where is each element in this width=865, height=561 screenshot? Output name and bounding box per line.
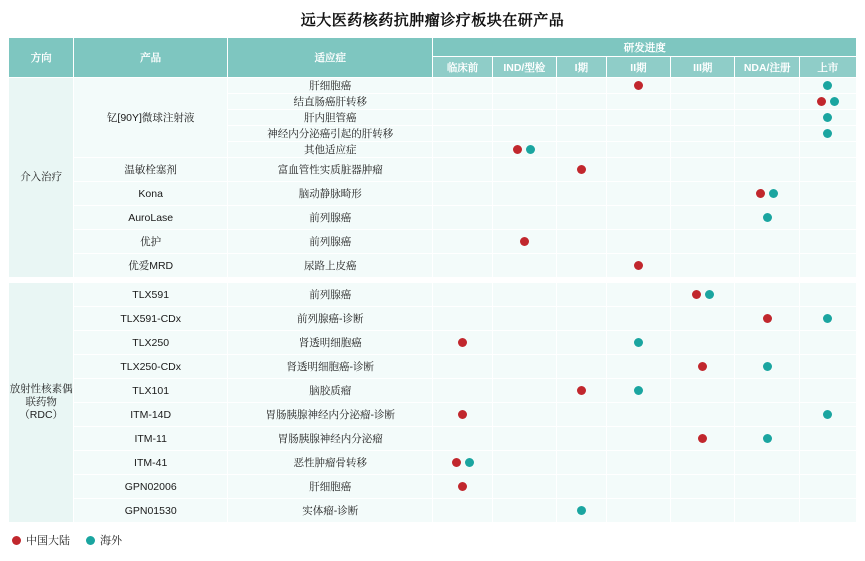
progress-cell <box>799 403 856 427</box>
table-row <box>9 355 857 379</box>
table-row <box>9 451 857 475</box>
progress-cell <box>671 110 735 126</box>
indication-cell: 其他适应症 <box>227 142 433 158</box>
progress-cell <box>671 451 735 475</box>
progress-cell <box>433 230 492 254</box>
progress-cell <box>735 142 799 158</box>
product-cell: GPN01530 <box>74 499 228 523</box>
progress-cell <box>735 254 799 278</box>
progress-cell <box>799 254 856 278</box>
progress-cell <box>433 78 492 94</box>
table-row <box>9 254 857 278</box>
progress-cell <box>492 427 556 451</box>
progress-cell <box>433 182 492 206</box>
progress-cell <box>735 158 799 182</box>
product-cell: 钇[90Y]微球注射液 <box>74 78 228 158</box>
progress-cell <box>671 499 735 523</box>
progress-cell <box>606 126 670 142</box>
progress-cell <box>671 206 735 230</box>
progress-cell <box>606 475 670 499</box>
indication-cell: 肝细胞癌 <box>227 475 433 499</box>
progress-cell <box>433 283 492 307</box>
progress-cell <box>492 94 556 110</box>
marker-overseas-icon <box>823 113 832 122</box>
product-cell: 温敏栓塞剂 <box>74 158 228 182</box>
progress-cell <box>492 158 556 182</box>
marker-overseas-icon <box>763 434 772 443</box>
legend-item-china <box>12 532 70 548</box>
table-row <box>9 158 857 182</box>
progress-cell <box>671 126 735 142</box>
progress-cell <box>799 283 856 307</box>
table-row <box>9 307 857 331</box>
progress-cell <box>671 403 735 427</box>
marker-overseas-icon <box>823 314 832 323</box>
progress-cell <box>606 355 670 379</box>
table-row <box>9 206 857 230</box>
indication-cell: 肾透明细胞癌 <box>227 331 433 355</box>
indication-cell: 结直肠癌肝转移 <box>227 94 433 110</box>
product-cell: 优护 <box>74 230 228 254</box>
progress-cell <box>606 182 670 206</box>
progress-cell <box>433 499 492 523</box>
marker-overseas-icon <box>705 290 714 299</box>
marker-china-icon <box>520 237 529 246</box>
progress-cell <box>606 230 670 254</box>
progress-cell <box>556 451 606 475</box>
progress-cell <box>735 355 799 379</box>
progress-cell <box>735 230 799 254</box>
progress-cell <box>492 110 556 126</box>
indication-cell: 胃肠胰腺神经内分泌瘤 <box>227 427 433 451</box>
indication-cell: 富血管性实质脏器肿瘤 <box>227 158 433 182</box>
progress-cell <box>799 355 856 379</box>
progress-cell <box>799 158 856 182</box>
progress-cell <box>606 94 670 110</box>
progress-cell <box>492 206 556 230</box>
progress-cell <box>492 451 556 475</box>
progress-cell <box>492 475 556 499</box>
header-stage-4: III期 <box>671 57 735 78</box>
progress-cell <box>556 94 606 110</box>
progress-cell <box>671 283 735 307</box>
progress-cell <box>433 158 492 182</box>
progress-cell <box>799 379 856 403</box>
progress-cell <box>799 451 856 475</box>
marker-china-icon <box>698 434 707 443</box>
progress-cell <box>671 355 735 379</box>
progress-cell <box>492 355 556 379</box>
marker-overseas-icon <box>526 145 535 154</box>
indication-cell: 肝细胞癌 <box>227 78 433 94</box>
progress-cell <box>492 230 556 254</box>
progress-cell <box>492 254 556 278</box>
product-cell: ITM-14D <box>74 403 228 427</box>
product-cell: TLX101 <box>74 379 228 403</box>
legend-label-china: 中国大陆 <box>26 535 70 547</box>
marker-overseas-icon <box>763 213 772 222</box>
marker-overseas-icon <box>763 362 772 371</box>
progress-cell <box>735 78 799 94</box>
progress-cell <box>671 254 735 278</box>
table-row <box>9 379 857 403</box>
marker-china-icon <box>634 81 643 90</box>
marker-china-icon <box>458 410 467 419</box>
progress-cell <box>606 142 670 158</box>
progress-cell <box>606 499 670 523</box>
progress-cell <box>556 379 606 403</box>
progress-cell <box>556 499 606 523</box>
progress-cell <box>492 182 556 206</box>
table-row <box>9 78 857 94</box>
progress-cell <box>606 206 670 230</box>
progress-cell <box>492 403 556 427</box>
marker-overseas-icon <box>823 81 832 90</box>
progress-cell <box>606 283 670 307</box>
marker-china-icon <box>513 145 522 154</box>
progress-cell <box>606 158 670 182</box>
marker-overseas-icon <box>465 458 474 467</box>
progress-cell <box>556 403 606 427</box>
header-stage-3: II期 <box>606 57 670 78</box>
table-row <box>9 427 857 451</box>
header-stage-5: NDA/注册 <box>735 57 799 78</box>
legend-item-overseas <box>86 532 122 548</box>
progress-cell <box>556 254 606 278</box>
progress-cell <box>671 427 735 451</box>
progress-cell <box>735 403 799 427</box>
progress-cell <box>433 110 492 126</box>
marker-china-icon <box>763 314 772 323</box>
product-cell: TLX250 <box>74 331 228 355</box>
progress-cell <box>556 283 606 307</box>
indication-cell: 胃肠胰腺神经内分泌瘤-诊断 <box>227 403 433 427</box>
progress-cell <box>735 499 799 523</box>
progress-cell <box>556 126 606 142</box>
header-stage-0: 临床前 <box>433 57 492 78</box>
product-cell: TLX250-CDx <box>74 355 228 379</box>
progress-cell <box>433 254 492 278</box>
legend-dot-overseas-icon <box>86 536 95 545</box>
progress-cell <box>556 331 606 355</box>
marker-china-icon <box>452 458 461 467</box>
indication-cell: 前列腺癌-诊断 <box>227 307 433 331</box>
product-cell: 优爱MRD <box>74 254 228 278</box>
indication-cell: 实体瘤-诊断 <box>227 499 433 523</box>
marker-china-icon <box>634 261 643 270</box>
progress-cell <box>735 331 799 355</box>
page-title: 远大医药核药抗肿瘤诊疗板块在研产品 <box>300 12 565 29</box>
progress-cell <box>556 307 606 331</box>
progress-cell <box>799 475 856 499</box>
progress-cell <box>556 182 606 206</box>
table-row <box>9 182 857 206</box>
progress-cell <box>735 206 799 230</box>
table-row <box>9 499 857 523</box>
progress-cell <box>671 158 735 182</box>
indication-cell: 前列腺癌 <box>227 283 433 307</box>
progress-cell <box>799 142 856 158</box>
progress-cell <box>735 182 799 206</box>
product-cell: GPN02006 <box>74 475 228 499</box>
table-header <box>9 38 857 78</box>
progress-cell <box>671 475 735 499</box>
progress-cell <box>606 403 670 427</box>
progress-cell <box>556 427 606 451</box>
marker-china-icon <box>756 189 765 198</box>
marker-overseas-icon <box>577 506 586 515</box>
progress-cell <box>433 379 492 403</box>
table-row <box>9 403 857 427</box>
progress-cell <box>799 182 856 206</box>
progress-cell <box>433 355 492 379</box>
progress-cell <box>433 94 492 110</box>
product-cell: ITM-41 <box>74 451 228 475</box>
progress-cell <box>492 142 556 158</box>
progress-cell <box>433 142 492 158</box>
progress-cell <box>606 307 670 331</box>
marker-overseas-icon <box>634 386 643 395</box>
progress-cell <box>671 78 735 94</box>
indication-cell: 前列腺癌 <box>227 206 433 230</box>
table-row <box>9 230 857 254</box>
marker-overseas-icon <box>830 97 839 106</box>
progress-cell <box>735 307 799 331</box>
table-row <box>9 475 857 499</box>
indication-cell: 脑动静脉畸形 <box>227 182 433 206</box>
progress-cell <box>671 94 735 110</box>
progress-cell <box>492 499 556 523</box>
progress-cell <box>606 254 670 278</box>
progress-cell <box>433 331 492 355</box>
progress-cell <box>671 230 735 254</box>
header-indication: 适应症 <box>227 38 433 78</box>
progress-cell <box>799 78 856 94</box>
progress-cell <box>799 427 856 451</box>
marker-china-icon <box>577 165 586 174</box>
progress-cell <box>492 307 556 331</box>
marker-china-icon <box>817 97 826 106</box>
progress-cell <box>433 475 492 499</box>
progress-cell <box>606 451 670 475</box>
progress-cell <box>556 475 606 499</box>
progress-cell <box>735 94 799 110</box>
progress-cell <box>606 110 670 126</box>
progress-cell <box>735 475 799 499</box>
progress-cell <box>492 283 556 307</box>
progress-cell <box>556 110 606 126</box>
progress-cell <box>606 331 670 355</box>
progress-cell <box>671 142 735 158</box>
indication-cell: 前列腺癌 <box>227 230 433 254</box>
progress-cell <box>556 206 606 230</box>
legend-dot-china-icon <box>12 536 21 545</box>
header-direction: 方向 <box>9 38 74 78</box>
indication-cell: 恶性肿瘤骨转移 <box>227 451 433 475</box>
marker-china-icon <box>698 362 707 371</box>
progress-cell <box>735 451 799 475</box>
progress-cell <box>671 307 735 331</box>
progress-cell <box>433 126 492 142</box>
product-cell: AuroLase <box>74 206 228 230</box>
progress-cell <box>433 206 492 230</box>
table-row <box>9 283 857 307</box>
progress-cell <box>671 331 735 355</box>
progress-cell <box>799 94 856 110</box>
product-cell: TLX591-CDx <box>74 307 228 331</box>
progress-cell <box>433 427 492 451</box>
direction-cell: 介入治疗 <box>9 78 74 278</box>
indication-cell: 尿路上皮癌 <box>227 254 433 278</box>
table-body <box>9 78 857 523</box>
indication-cell: 神经内分泌癌引起的肝转移 <box>227 126 433 142</box>
header-stage-2: I期 <box>556 57 606 78</box>
progress-cell <box>735 126 799 142</box>
marker-overseas-icon <box>769 189 778 198</box>
progress-cell <box>556 355 606 379</box>
marker-china-icon <box>458 482 467 491</box>
table-row <box>9 331 857 355</box>
progress-cell <box>556 78 606 94</box>
progress-cell <box>671 379 735 403</box>
direction-cell: 放射性核素偶联药物（RDC） <box>9 283 74 523</box>
product-cell: ITM-11 <box>74 427 228 451</box>
progress-cell <box>492 126 556 142</box>
progress-cell <box>799 499 856 523</box>
progress-cell <box>671 182 735 206</box>
indication-cell: 脑胶质瘤 <box>227 379 433 403</box>
progress-cell <box>492 78 556 94</box>
progress-cell <box>433 307 492 331</box>
progress-cell <box>606 427 670 451</box>
progress-cell <box>556 230 606 254</box>
indication-cell: 肝内胆管癌 <box>227 110 433 126</box>
progress-cell <box>799 110 856 126</box>
progress-cell <box>735 427 799 451</box>
product-cell: TLX591 <box>74 283 228 307</box>
progress-cell <box>556 158 606 182</box>
marker-overseas-icon <box>634 338 643 347</box>
progress-cell <box>799 206 856 230</box>
progress-cell <box>556 142 606 158</box>
progress-cell <box>799 307 856 331</box>
header-stage-1: IND/型检 <box>492 57 556 78</box>
progress-cell <box>735 283 799 307</box>
progress-cell <box>492 331 556 355</box>
progress-cell <box>492 379 556 403</box>
header-progress: 研发进度 <box>433 38 857 57</box>
progress-cell <box>799 230 856 254</box>
marker-overseas-icon <box>823 410 832 419</box>
progress-cell <box>799 331 856 355</box>
progress-cell <box>735 379 799 403</box>
product-cell: Kona <box>74 182 228 206</box>
marker-overseas-icon <box>823 129 832 138</box>
progress-cell <box>799 126 856 142</box>
progress-cell <box>606 379 670 403</box>
marker-china-icon <box>577 386 586 395</box>
marker-china-icon <box>692 290 701 299</box>
legend <box>8 523 857 548</box>
legend-label-overseas: 海外 <box>100 535 122 547</box>
indication-cell: 肾透明细胞癌-诊断 <box>227 355 433 379</box>
marker-china-icon <box>458 338 467 347</box>
progress-cell <box>433 403 492 427</box>
progress-cell <box>735 110 799 126</box>
pipeline-table <box>8 37 857 523</box>
progress-cell <box>606 78 670 94</box>
header-product: 产品 <box>74 38 228 78</box>
header-stage-6: 上市 <box>799 57 856 78</box>
progress-cell <box>433 451 492 475</box>
